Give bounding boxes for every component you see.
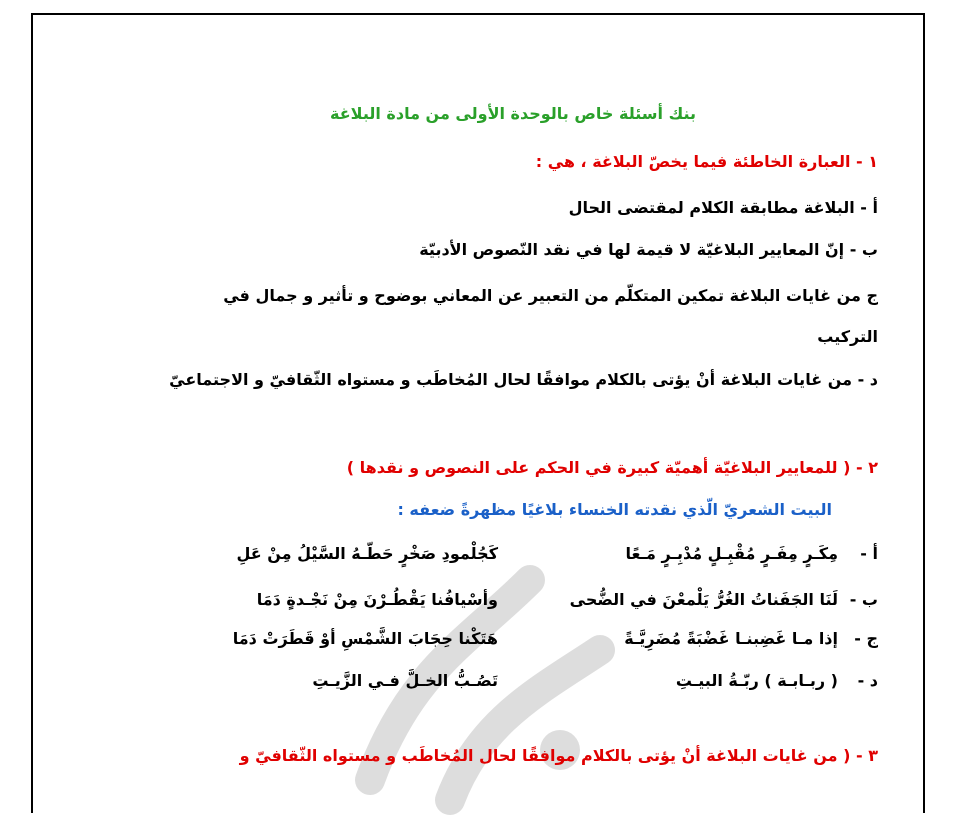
verse-d-label: د - bbox=[857, 671, 878, 690]
question-1-option-d: د - من غايات البلاغة أنْ يؤتى بالكلام موافقًا لحال المُخاطَب و مستواه الثّقافيّ و الاجتماعيّ bbox=[169, 370, 878, 389]
verse-d-right-half: ( ربـابـة ) ربّـةُ البيـتِ bbox=[675, 671, 838, 690]
verse-b-label: ب - bbox=[849, 590, 878, 609]
question-2-prompt: ٢ - ( للمعايير البلاغيّة أهميّة كبيرة في الحكم على النصوص و نقدها ) bbox=[346, 458, 878, 477]
question-1-option-c-continued: التركيب bbox=[817, 327, 878, 346]
verse-a-label: أ - bbox=[860, 544, 878, 563]
verse-b-left-half: وأسْيافُنا يَقْطُـرْنَ مِنْ نَجْـدةٍ دَمَا bbox=[256, 590, 498, 609]
verse-c-left-half: هَتَكْنا حِجَابَ الشَّمْسِ أوْ قَطَرَتْ دَمَا bbox=[232, 629, 498, 648]
verse-a-left-half: كَجُلْمودِ صَخْرٍ حَطّـهُ السَّيْلُ مِنْ عَلِ bbox=[236, 544, 498, 563]
verse-b-right-half: لَنَا الجَفَناتُ الغُرُّ يَلْمعْنَ في الضُّحى bbox=[569, 590, 838, 609]
question-1-option-b: ب - إنّ المعايير البلاغيّة لا قيمة لها في نقد النّصوص الأدبيّة bbox=[419, 240, 878, 259]
question-1-prompt: ١ - العبارة الخاطئة فيما يخصّ البلاغة ، هي : bbox=[535, 152, 878, 171]
document-page bbox=[31, 13, 925, 813]
verse-c-label: ج - bbox=[854, 629, 878, 648]
verse-a-right-half: مِكَـرٍ مِفَـرٍ مُقْبِـلٍ مُدْبِـرٍ مَـعًا bbox=[625, 544, 838, 563]
question-1-option-c: ج من غايات البلاغة تمكين المتكلّم من التعبير عن المعاني بوضوح و تأثير و جمال في bbox=[223, 286, 878, 305]
question-3-prompt: ٣ - ( من غايات البلاغة أنْ يؤتى بالكلام موافقًا لحال المُخاطَب و مستواه الثّقافيّ و bbox=[239, 746, 878, 765]
verse-c-right-half: إذا مـا غَضِبنـا غَضْبَةً مُضَرِيَّـةً bbox=[624, 629, 838, 648]
question-2-subprompt: البيت الشعريّ الّذي نقدته الخنساء بلاغيًا مظهرةً ضعفه : bbox=[397, 500, 832, 519]
page-title: بنك أسئلة خاص بالوحدة الأولى من مادة البلاغة bbox=[330, 104, 696, 123]
question-1-option-a: أ - البلاغة مطابقة الكلام لمقتضى الحال bbox=[568, 198, 878, 217]
verse-d-left-half: تَصُـبُّ الخـلَّ فـي الزَّيـتِ bbox=[312, 671, 498, 690]
